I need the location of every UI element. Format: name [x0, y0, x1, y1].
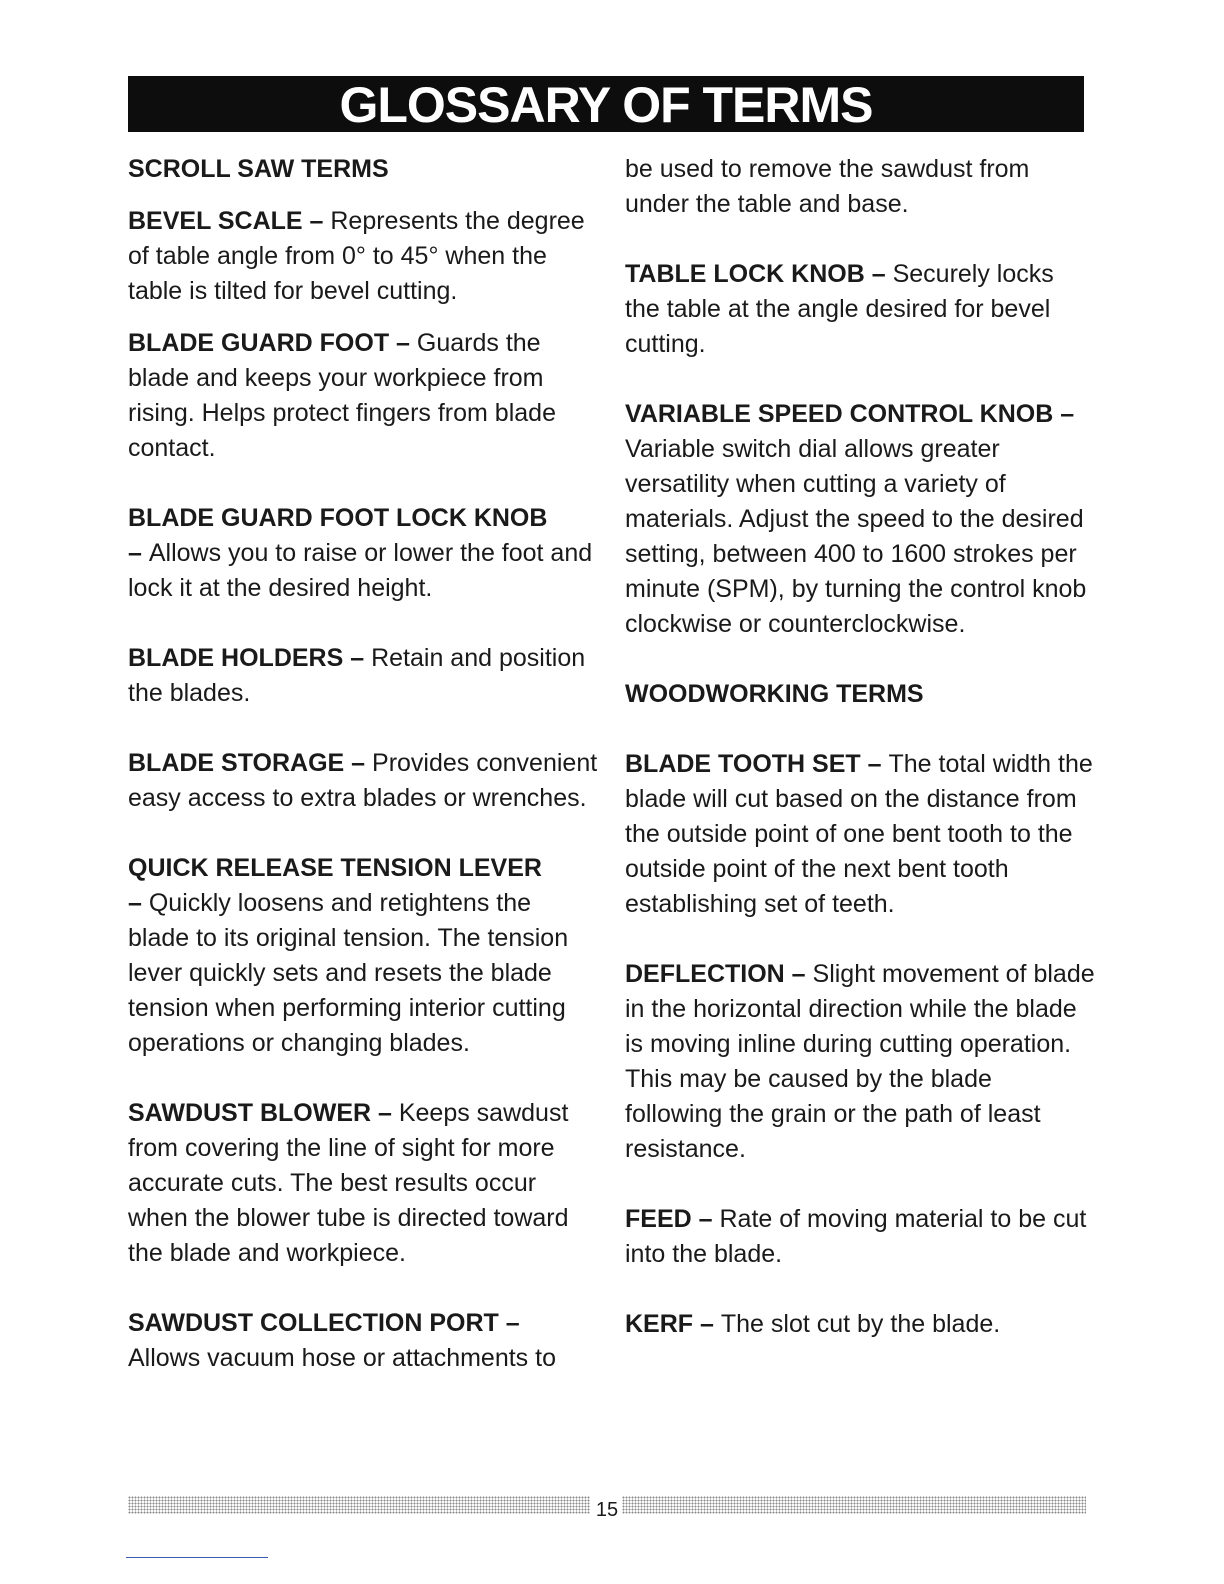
term-label: BLADE HOLDERS	[128, 644, 344, 672]
term-label: TABLE LOCK KNOB	[625, 260, 865, 288]
term-separator: –	[302, 207, 331, 235]
glossary-entry-kerf	[625, 1307, 1095, 1342]
term-label: BLADE GUARD FOOT	[128, 329, 390, 357]
term-separator: –	[1053, 400, 1075, 428]
glossary-entry-sawdust-collection-port	[128, 1306, 598, 1376]
page-title: GLOSSARY OF TERMS	[128, 76, 1084, 132]
term-separator: –	[371, 1099, 399, 1127]
term-separator: –	[389, 329, 417, 357]
term-label: BLADE GUARD FOOT LOCK KNOB	[128, 504, 548, 532]
scan-edge-line	[126, 1557, 268, 1558]
term-separator: –	[128, 539, 149, 567]
section-heading-woodworking: WOODWORKING TERMS	[625, 680, 924, 708]
term-definition: The total width the blade will cut based on the distance from the outside point of one bent tooth to the outside point of the next bent tooth establishing set of teeth.	[625, 750, 1093, 918]
term-definition: Retain and position the blades.	[128, 644, 586, 707]
term-definition: Allows you to raise or lower the foot and lock it at the desired height.	[128, 539, 593, 602]
term-definition: Variable switch dial allows greater versatility when cutting a variety of materials. Adjust the speed to the desired setting, between 400 to 1600 strokes per minute (SPM), by turning the control knob clockwise or counterclockwise.	[625, 435, 1087, 638]
term-definition: Keeps sawdust from covering the line of sight for more accurate cuts. The best results occur when the blower tube is directed toward the blade and workpiece.	[128, 1099, 569, 1267]
glossary-entry-blade-guard-foot-lock-knob	[128, 501, 598, 606]
term-separator: –	[693, 1310, 721, 1338]
glossary-entry-sawdust-blower	[128, 1096, 598, 1271]
term-definition: Quickly loosens and retightens the blade to its original tension. The tension lever quickly sets and resets the blade tension when performing interior cutting operations or changing blades.	[128, 889, 569, 1057]
glossary-entry-bevel-scale	[128, 204, 598, 309]
term-label: VARIABLE SPEED CONTROL KNOB	[625, 400, 1054, 428]
term-definition: The slot cut by the blade.	[720, 1310, 1001, 1338]
term-separator: –	[343, 644, 372, 672]
glossary-entry-blade-holders	[128, 641, 598, 711]
glossary-entry-variable-speed-control-knob	[625, 397, 1095, 642]
term-separator: –	[691, 1205, 720, 1233]
term-definition: Rate of moving material to be cut into the blade.	[625, 1205, 1087, 1268]
term-label: BLADE STORAGE	[128, 749, 345, 777]
glossary-entry-table-lock-knob	[625, 257, 1095, 362]
term-definition: Allows vacuum hose or attachments to	[128, 1344, 556, 1372]
term-definition: Represents the degree of table angle from 0° to 45° when the table is tilted for bevel cutting.	[128, 207, 585, 305]
term-separator: –	[128, 889, 149, 917]
term-separator: –	[344, 749, 373, 777]
glossary-entry-blade-guard-foot	[128, 326, 598, 466]
right-column	[625, 152, 1095, 1342]
term-label: KERF	[625, 1310, 694, 1338]
term-separator: –	[784, 960, 813, 988]
footer-pattern-left	[128, 1496, 590, 1514]
term-label: BLADE TOOTH SET	[625, 750, 861, 778]
term-separator: –	[860, 750, 889, 778]
glossary-entry-deflection	[625, 957, 1095, 1167]
footer-pattern-right	[622, 1496, 1086, 1514]
page-footer	[128, 1494, 1086, 1520]
term-label: FEED	[625, 1205, 692, 1233]
term-definition: Guards the blade and keeps your workpiece from rising. Helps protect fingers from blade contact.	[128, 329, 556, 462]
term-definition: Securely locks the table at the angle desired for bevel cutting.	[625, 260, 1054, 358]
term-definition: Slight movement of blade in the horizontal direction while the blade is moving inline during cutting operation. This may be caused by the blade following the grain or the path of least resistance.	[625, 960, 1095, 1163]
glossary-entry-blade-tooth-set	[625, 747, 1095, 922]
continued-definition: be used to remove the sawdust from under the table and base.	[625, 155, 1030, 218]
glossary-entry-feed	[625, 1202, 1095, 1272]
term-label: SAWDUST BLOWER	[128, 1099, 372, 1127]
page-number: 15	[595, 1499, 619, 1521]
glossary-entry-quick-release-tension-lever	[128, 851, 598, 1061]
term-separator: –	[498, 1309, 520, 1337]
term-label: QUICK RELEASE TENSION LEVER	[128, 854, 542, 882]
term-label: BEVEL SCALE	[128, 207, 303, 235]
term-definition: Provides convenient easy access to extra blades or wrenches.	[128, 749, 598, 812]
term-separator: –	[864, 260, 893, 288]
term-label: DEFLECTION	[625, 960, 785, 988]
left-column	[128, 152, 598, 1376]
glossary-entry-blade-storage	[128, 746, 598, 816]
term-label: SAWDUST COLLECTION PORT	[128, 1309, 499, 1337]
section-heading-scroll-saw: SCROLL SAW TERMS	[128, 155, 389, 183]
